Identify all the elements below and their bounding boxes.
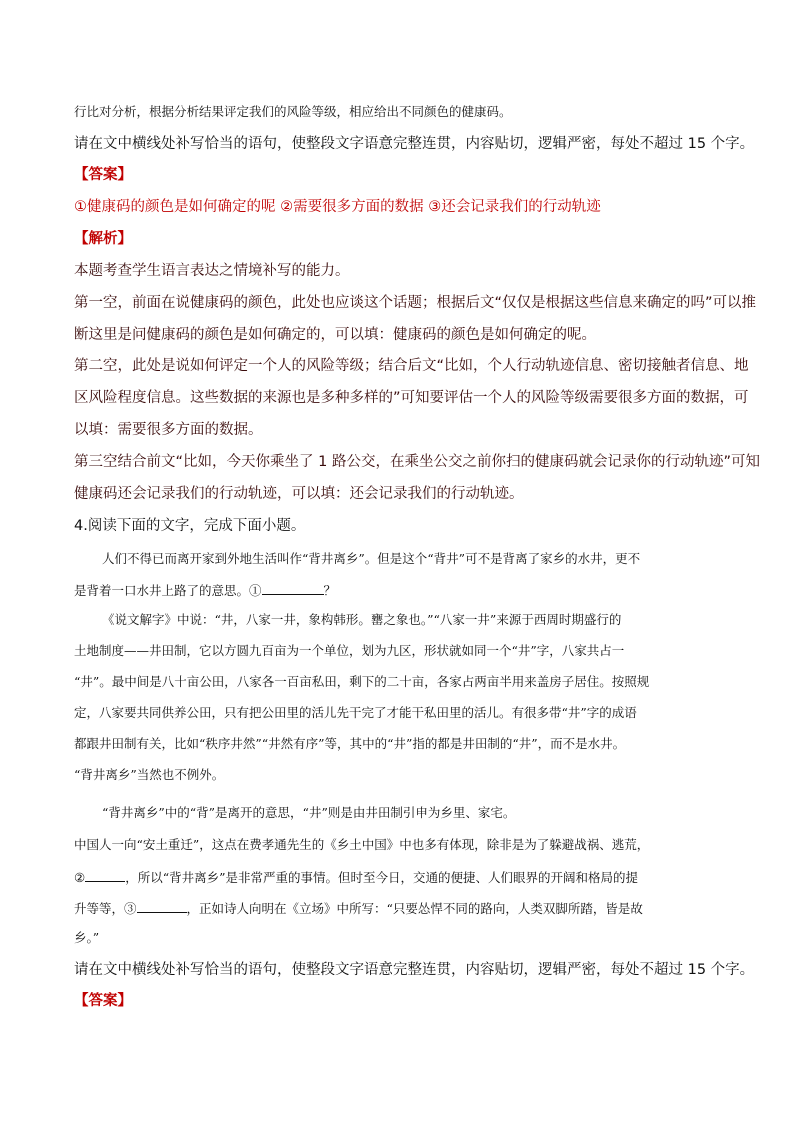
analysis-line: 第二空，此处是说如何评定一个人的风险等级；结合后文“比如，个人行动轨迹信息、密切接触者信息、地 (74, 358, 749, 374)
analysis-line: 本题考查学生语言表达之情境补写的能力。 (74, 263, 350, 279)
passage-line: 中国人一向“安土重迁”，这点在费孝通先生的《乡土中国》中也多有体现，除非是为了躲避战祸、逃荒， (74, 837, 650, 852)
passage-line: 都跟井田制有关，比如“秩序井然”“井然有序”等，其中的“井”指的都是井田制的“井”，而不是水井。 (74, 736, 626, 751)
analysis-heading: 【解析】 (74, 231, 132, 247)
analysis-line: 第一空，前面在说健康码的颜色，此处也应谈这个话题；根据后文“仅仅是根据这些信息来确定的吗”可以推 (74, 295, 757, 311)
passage-line: 土地制度——井田制，它以方圆九百亩为一个单位，划为九区，形状就如同一个“井”字，八家共占一 (74, 643, 625, 658)
answer-heading: 【答案】 (74, 993, 132, 1009)
question-instruction: 请在文中横线处补写恰当的语句，使整段文字语意完整连贯，内容贴切，逻辑严密，每处不超过 15 个字。 (74, 962, 755, 978)
passage-line (74, 580, 336, 600)
passage-line: “背井离乡”中的“背”是离开的意思，“井”则是由井田制引申为乡里、家宅。 (102, 805, 516, 820)
answer-text: ①健康码的颜色是如何确定的呢 ②需要很多方面的数据 ③还会记录我们的行动轨迹 (74, 199, 601, 215)
passage-line: 《说文解字》中说：“井，八家一井，象构韩形。罋之象也。”“八家一井”来源于西周时期盛行的 (102, 612, 622, 627)
analysis-line: 健康码还会记录我们的行动轨迹，可以填：还会记录我们的行动轨迹。 (74, 486, 524, 502)
passage-line (74, 898, 643, 918)
blank-2 (85, 867, 125, 882)
passage-line: “井”。最中间是八十亩公田，八家各一百亩私田，剩下的二十亩，各家占两亩半用来盖房子居住。按照规 (74, 674, 650, 689)
analysis-line: 区风险程度信息。这些数据的来源也是多种多样的”可知要评估一个人的风险等级需要很多方面的数据，可 (74, 390, 749, 406)
passage-text: 是背着一口水井上路了的意思。① (74, 583, 262, 598)
passage-line: 乡。” (74, 930, 100, 945)
passage-line: 行比对分析，根据分析结果评定我们的风险等级，相应给出不同颜色的健康码。 (74, 104, 512, 119)
passage-line: “背井离乡”当然也不例外。 (74, 767, 225, 782)
passage-line: 人们不得已而离开家到外地生活叫作“背井离乡”。但是这个“背井”可不是背离了家乡的水井，更不 (102, 551, 641, 566)
question-4-title: 4.阅读下面的文字，完成下面小题。 (74, 518, 306, 534)
passage-text: ，正如诗人向明在《立场》中所写：“只要怂悍不同的路向，人类双脚所踏，皆是故 (186, 901, 643, 916)
analysis-line: 第三空结合前文“比如，今天你乘坐了 1 路公交，在乘坐公交之前你扫的健康码就会记录你的行动轨迹”可知 (74, 454, 760, 470)
passage-text: ② (74, 870, 86, 885)
question-instruction: 请在文中横线处补写恰当的语句，使整段文字语意完整连贯，内容贴切，逻辑严密，每处不超过 15 个字。 (74, 136, 755, 152)
analysis-line: 以填：需要很多方面的数据。 (74, 422, 263, 438)
analysis-line: 断这里是问健康码的颜色是如何确定的，可以填：健康码的颜色是如何确定的呢。 (74, 327, 596, 343)
passage-text: ？ (323, 583, 337, 598)
passage-text: 升等等，③ (74, 901, 137, 916)
blank-1 (262, 580, 324, 595)
passage-text: ，所以“背井离乡”是非常严重的事情。但时至今日，交通的便捷、人们眼界的开阔和格局的提 (125, 870, 639, 885)
blank-3 (137, 898, 187, 913)
passage-line: 定，八家要共同供养公田，只有把公田里的活儿先干完了才能干私田里的活儿。有很多带“井”字的成语 (74, 705, 637, 720)
answer-heading: 【答案】 (74, 167, 132, 183)
passage-line (74, 867, 638, 887)
